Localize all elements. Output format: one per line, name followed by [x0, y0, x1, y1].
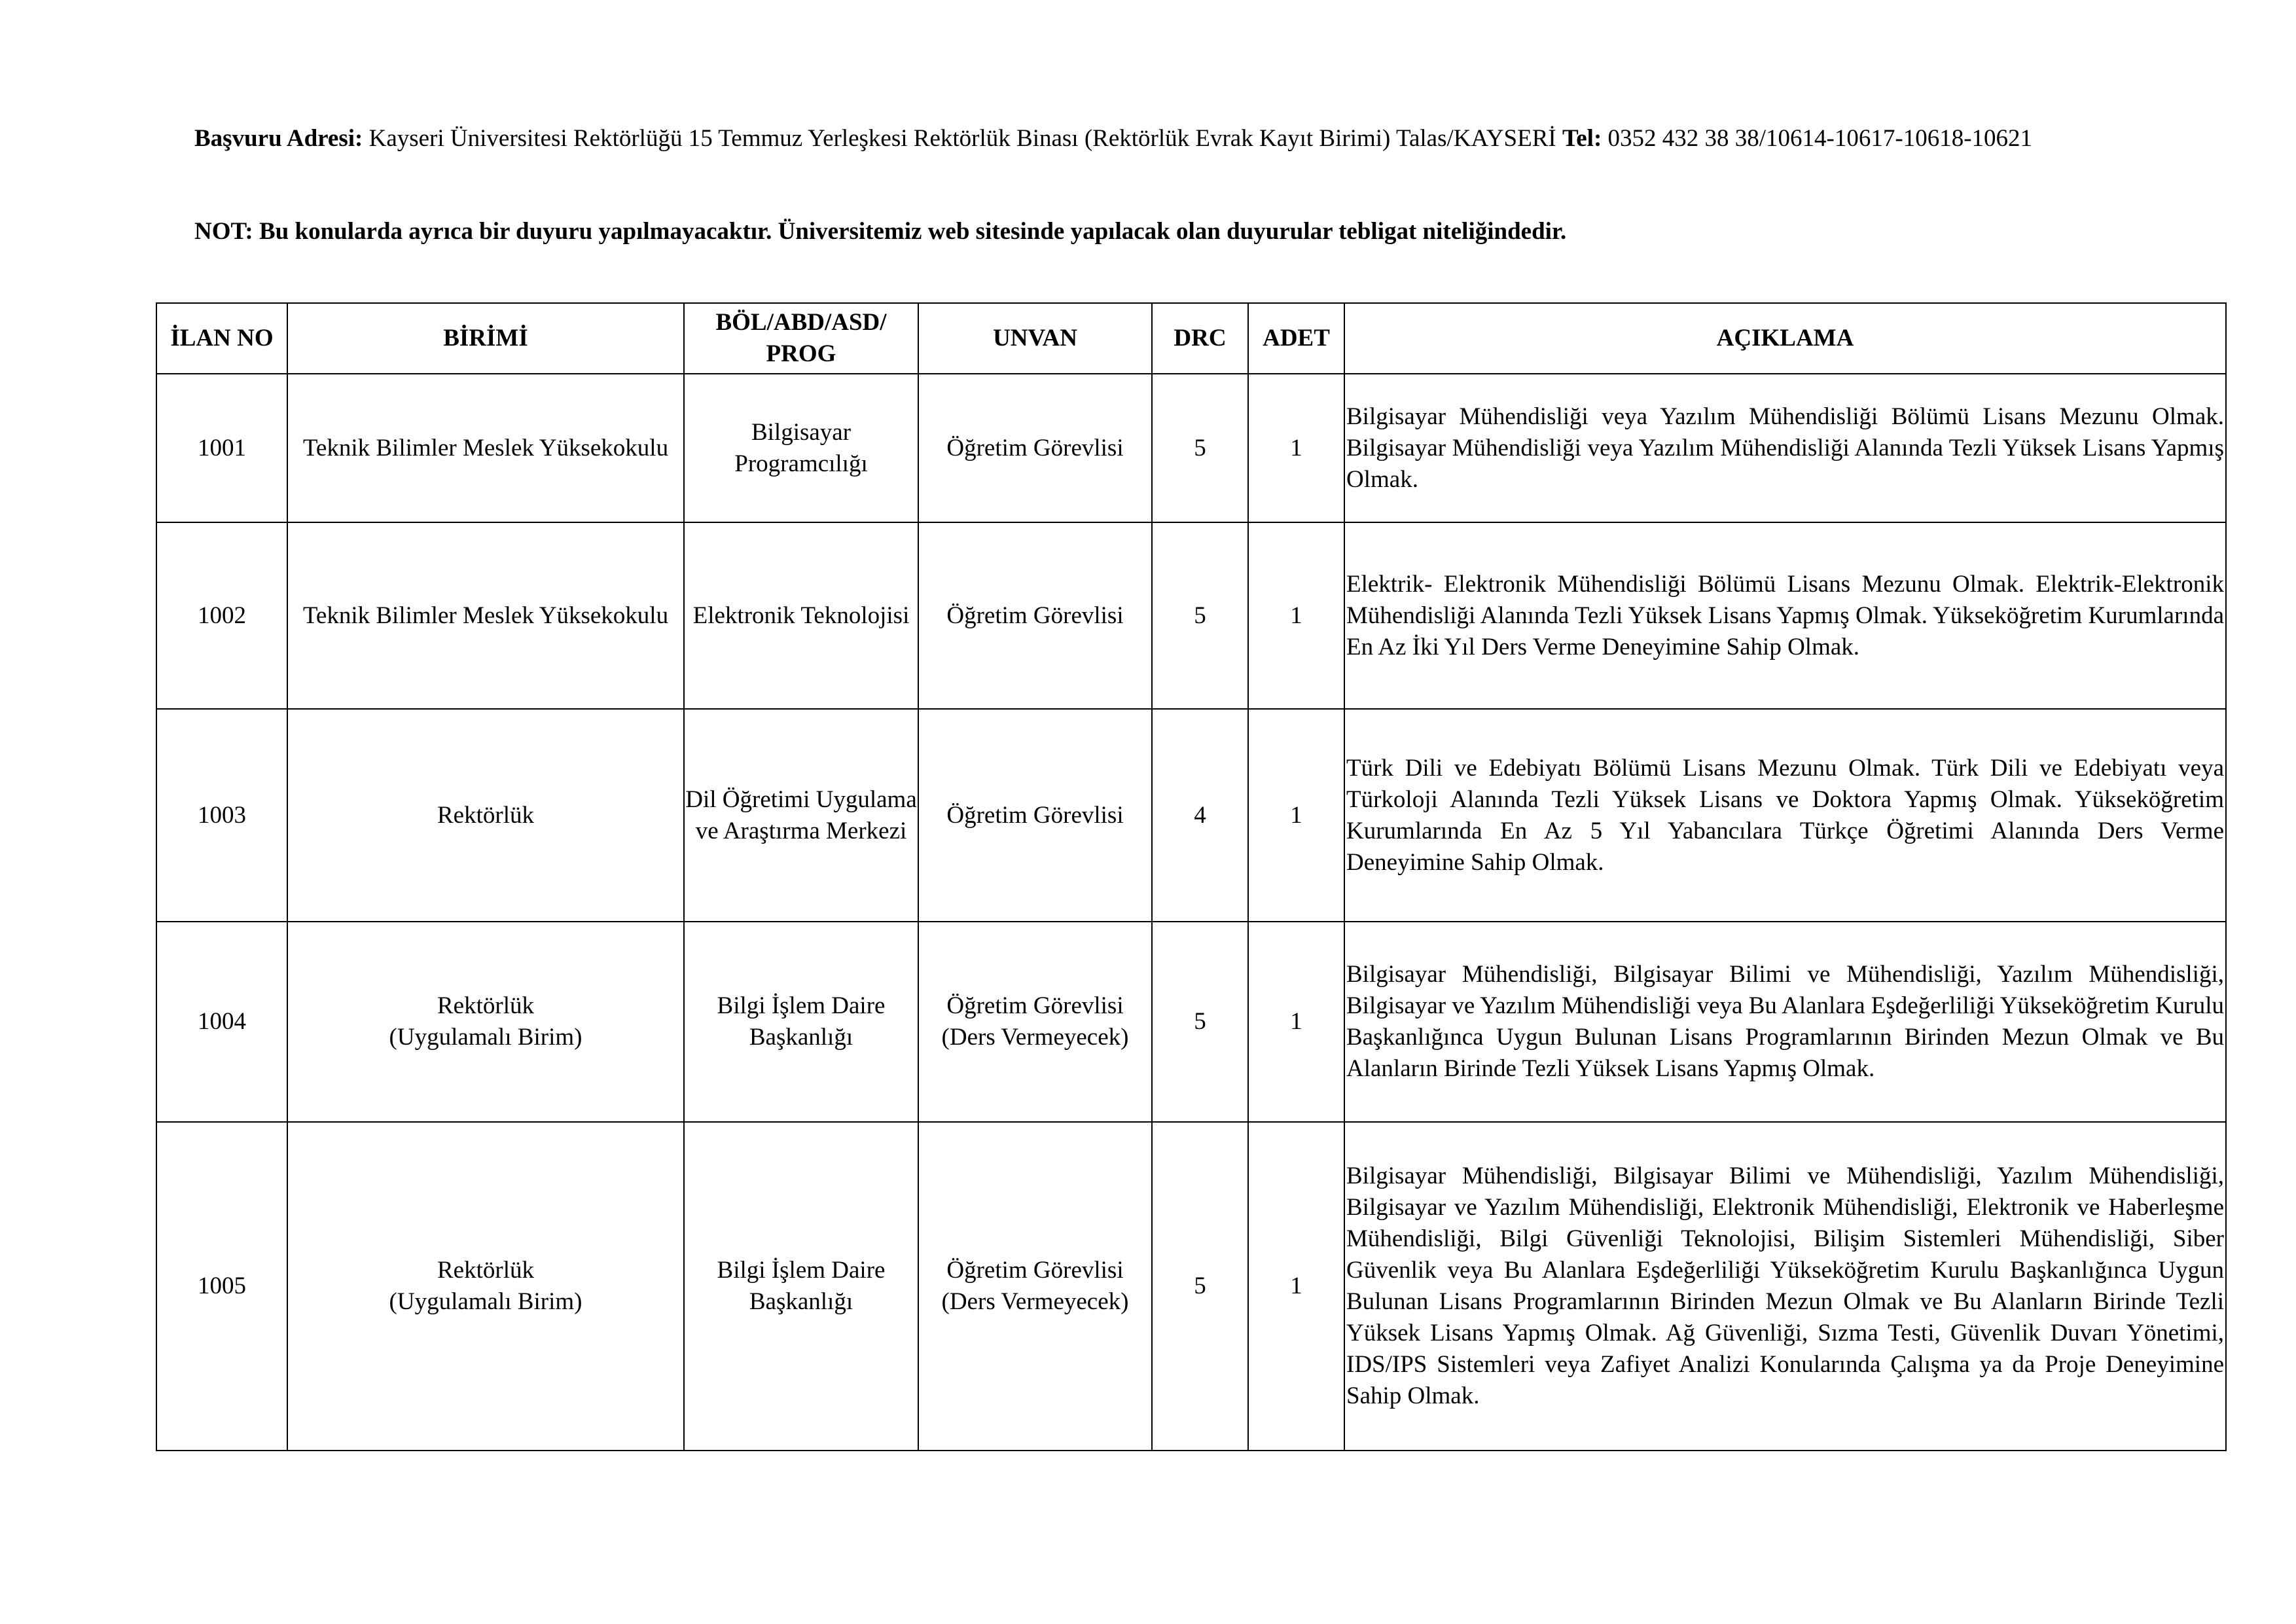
- cell-unvan: Öğretim Görevlisi: [918, 374, 1152, 522]
- cell-birimi: [287, 1122, 684, 1451]
- header-adet: ADET: [1248, 303, 1344, 374]
- cell-aciklama: Elektrik- Elektronik Mühendisliği Bölümü Lisans Mezunu Olmak. Elektrik-Elektronik Mühendisliği Alanında Tezli Yüksek Lisans Yapmış Olmak. Yükseköğretim Kurumlarında En Az İki Yıl Ders Verme Deneyimine Sahip Olmak.: [1344, 522, 2226, 709]
- unvan-line-2: (Ders Vermeyecek): [941, 1024, 1129, 1051]
- birimi-line-1: Rektörlük: [437, 1257, 534, 1284]
- cell-birimi: Rektörlük: [287, 709, 684, 922]
- cell-ilan-no: 1002: [156, 522, 287, 709]
- cell-ilan-no: 1003: [156, 709, 287, 922]
- cell-drc: 4: [1152, 709, 1248, 922]
- cell-adet: 1: [1248, 1122, 1344, 1451]
- header-unvan: UNVAN: [918, 303, 1152, 374]
- header-ilan-no: İLAN NO: [156, 303, 287, 374]
- cell-bol: Dil Öğretimi Uygulama ve Araştırma Merkezi: [684, 709, 918, 922]
- table-header-row: [156, 303, 2226, 374]
- cell-birimi: Teknik Bilimler Meslek Yüksekokulu: [287, 374, 684, 522]
- notice-text: NOT: Bu konularda ayrıca bir duyuru yapılmayacaktır. Üniversitemiz web sitesinde yapılacak olan duyurular tebligat niteliğindedir.: [194, 218, 1567, 245]
- table-row: [156, 922, 2226, 1122]
- cell-aciklama: Türk Dili ve Edebiyatı Bölümü Lisans Mezunu Olmak. Türk Dili ve Edebiyatı veya Türkoloji Alanında Tezli Yüksek Lisans ve Doktora Yapmış Olmak. Yükseköğretim Kurumlarında En Az 5 Yıl Yabancılara Türkçe Öğretimi Alanında Ders Verme Deneyimine Sahip Olmak.: [1344, 709, 2226, 922]
- cell-ilan-no: 1001: [156, 374, 287, 522]
- address-text: Kayseri Üniversitesi Rektörlüğü 15 Temmuz Yerleşkesi Rektörlük Binası (Rektörlük Evrak Kayıt Birimi) Talas/KAYSERİ: [363, 125, 1562, 152]
- cell-bol: Bilgisayar Programcılığı: [684, 374, 918, 522]
- cell-drc: 5: [1152, 1122, 1248, 1451]
- cell-bol: Bilgi İşlem Daire Başkanlığı: [684, 922, 918, 1122]
- cell-adet: 1: [1248, 922, 1344, 1122]
- table-row: [156, 1122, 2226, 1451]
- cell-unvan: [918, 1122, 1152, 1451]
- header-aciklama: AÇIKLAMA: [1344, 303, 2226, 374]
- cell-adet: 1: [1248, 709, 1344, 922]
- table-row: [156, 709, 2226, 922]
- table-row: [156, 374, 2226, 522]
- cell-ilan-no: 1004: [156, 922, 287, 1122]
- cell-drc: 5: [1152, 922, 1248, 1122]
- cell-aciklama: Bilgisayar Mühendisliği, Bilgisayar Bilimi ve Mühendisliği, Yazılım Mühendisliği, Bilgisayar ve Yazılım Mühendisliği veya Bu Alanlara Eşdeğerliliği Yükseköğretim Kurulu Başkanlığınca Uygun Bulunan Lisans Programlarının Birinden Mezun Olmak ve Bu Alanların Birinde Tezli Yüksek Lisans Yapmış Olmak.: [1344, 922, 2226, 1122]
- unvan-line-1: Öğretim Görevlisi: [946, 992, 1124, 1019]
- birimi-line-2: (Uygulamalı Birim): [389, 1024, 583, 1051]
- tel-label: Tel:: [1562, 125, 1602, 152]
- header-birimi: BİRİMİ: [287, 303, 684, 374]
- cell-ilan-no: 1005: [156, 1122, 287, 1451]
- tel-text: 0352 432 38 38/10614-10617-10618-10621: [1602, 125, 2033, 152]
- cell-drc: 5: [1152, 374, 1248, 522]
- application-address: [194, 123, 2112, 154]
- cell-aciklama: Bilgisayar Mühendisliği, Bilgisayar Bilimi ve Mühendisliği, Yazılım Mühendisliği, Bilgisayar ve Yazılım Mühendisliği, Elektronik Mühendisliği, Elektronik ve Haberleşme Mühendisliği, Bilgi Güvenliği Teknolojisi, Bilişim Sistemleri Mühendisliği, Siber Güvenlik veya Bu Alanlara Eşdeğerliliği Yükseköğretim Kurulu Başkanlığınca Uygun Bulunan Lisans Programlarının Birinden Mezun Olmak ve Bu Alanların Birinde Tezli Yüksek Lisans Yapmış Olmak. Ağ Güvenliği, Sızma Testi, Güvenlik Duvarı Yönetimi, IDS/IPS Sistemleri veya Zafiyet Analizi Konularında Çalışma ya da Proje Deneyimine Sahip Olmak.: [1344, 1122, 2226, 1451]
- birimi-line-2: (Uygulamalı Birim): [389, 1288, 583, 1315]
- header-bol: BÖL/ABD/ASD/ PROG: [684, 303, 918, 374]
- cell-birimi: [287, 922, 684, 1122]
- cell-aciklama: Bilgisayar Mühendisliği veya Yazılım Mühendisliği Bölümü Lisans Mezunu Olmak. Bilgisayar Mühendisliği veya Yazılım Mühendisliği Alanında Tezli Yüksek Lisans Yapmış Olmak.: [1344, 374, 2226, 522]
- cell-unvan: Öğretim Görevlisi: [918, 709, 1152, 922]
- job-listing-table: [156, 302, 2227, 1451]
- cell-bol: Bilgi İşlem Daire Başkanlığı: [684, 1122, 918, 1451]
- address-label: Başvuru Adresi:: [194, 125, 363, 152]
- cell-unvan: [918, 922, 1152, 1122]
- unvan-line-1: Öğretim Görevlisi: [946, 1257, 1124, 1284]
- cell-unvan: Öğretim Görevlisi: [918, 522, 1152, 709]
- cell-drc: 5: [1152, 522, 1248, 709]
- header-drc: DRC: [1152, 303, 1248, 374]
- cell-adet: 1: [1248, 374, 1344, 522]
- cell-birimi: Teknik Bilimler Meslek Yüksekokulu: [287, 522, 684, 709]
- cell-adet: 1: [1248, 522, 1344, 709]
- unvan-line-2: (Ders Vermeyecek): [941, 1288, 1129, 1315]
- birimi-line-1: Rektörlük: [437, 992, 534, 1019]
- table-row: [156, 522, 2226, 709]
- cell-bol: Elektronik Teknolojisi: [684, 522, 918, 709]
